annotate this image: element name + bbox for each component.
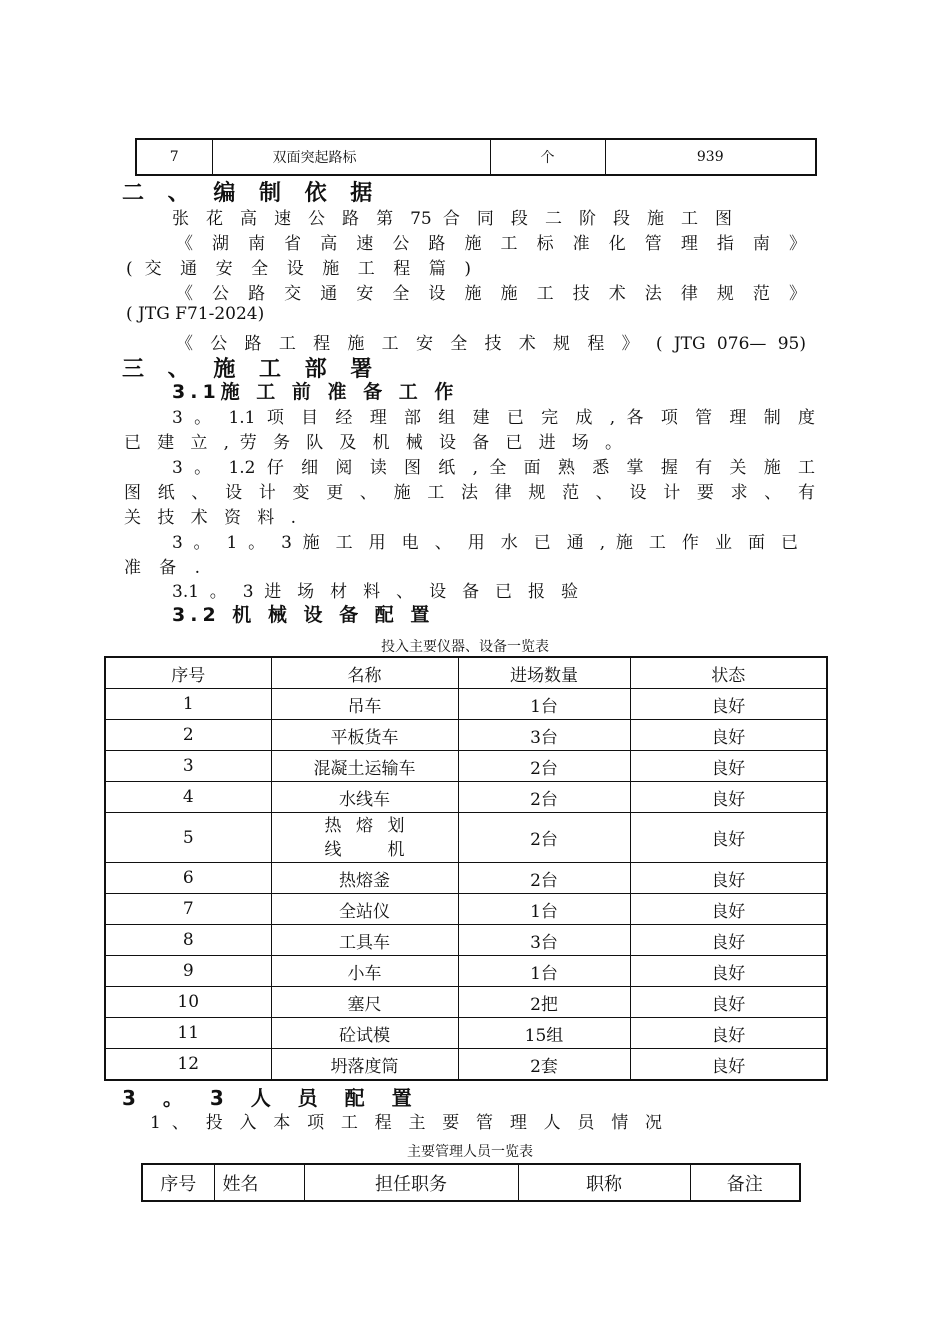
table-cell: 良好 [630,987,827,1018]
table-row [105,689,827,720]
section-3-3-heading: 3 。 3 人 员 配 置 [122,1086,422,1110]
table-row [136,139,816,175]
table-cell: 良好 [630,1049,827,1081]
table-cell: 1台 [458,956,630,987]
section-3-heading: 三 、 施 工 部 署 [122,357,381,382]
section-2-heading: 二 、 编 制 依 据 [122,181,381,206]
table-cell: 1台 [458,689,630,720]
table-row [105,925,827,956]
table-cell: 11 [105,1018,271,1049]
table-cell: 混凝土运输车 [271,751,458,782]
table-cell: 良好 [630,1018,827,1049]
prep-line-3: 3 。 1.2 仔 细 阅 读 图 纸 , 全 面 熟 悉 掌 握 有 关 施 工 [172,458,815,478]
table-cell: 3台 [458,720,630,751]
prep-line-6: 3 。 1 。 3 施 工 用 电 、 用 水 已 通 , 施 工 作 业 面 已 [172,533,798,553]
column-header: 名称 [271,657,458,689]
column-header: 状态 [630,657,827,689]
table-cell: 砼试模 [271,1018,458,1049]
table-cell: 8 [105,925,271,956]
table-cell: 4 [105,782,271,813]
table-cell: 1台 [458,894,630,925]
table-cell: 2台 [458,751,630,782]
subsection-3-1-heading: 3.1施 工 前 准 备 工 作 [172,381,459,403]
table-cell: 良好 [630,751,827,782]
table-cell: 12 [105,1049,271,1081]
table-cell: 吊车 [271,689,458,720]
column-header: 姓名 [214,1164,304,1201]
table-row [105,720,827,751]
table-cell: 良好 [630,813,827,863]
column-header: 序号 [142,1164,214,1201]
basis-line-2: 《 湖 南 省 高 速 公 路 施 工 标 准 化 管 理 指 南 》 [176,234,806,254]
table-cell: 2台 [458,813,630,863]
table-cell: 15组 [458,1018,630,1049]
staff-table [141,1163,801,1202]
table-cell: 939 [605,139,816,175]
table-cell: 良好 [630,925,827,956]
table-row [105,987,827,1018]
basis-line-5: ( JTG F71-2024) [126,304,265,324]
table-cell: 良好 [630,956,827,987]
table-cell: 坍落度筒 [271,1049,458,1081]
prep-line-7: 准 备 . [124,558,200,578]
prep-line-8: 3.1 。 3 进 场 材 料 、 设 备 已 报 验 [172,582,578,602]
table-cell: 小车 [271,956,458,987]
subsection-3-2-heading: 3.2 机 械 设 备 配 置 [172,604,435,626]
table-cell: 个 [490,139,605,175]
table-row [105,1049,827,1081]
staff-table-caption: 主要管理人员一览表 [407,1144,533,1160]
table-row [105,782,827,813]
table-cell: 全站仪 [271,894,458,925]
road-marker-table [135,138,817,176]
column-header: 序号 [105,657,271,689]
equipment-table-caption: 投入主要仪器、设备一览表 [381,639,549,655]
column-header: 备注 [690,1164,800,1201]
prep-line-4: 图 纸 、 设 计 变 更 、 施 工 法 律 规 范 、 设 计 要 求 、 有 [124,483,815,503]
table-cell: 2台 [458,782,630,813]
table-cell: 7 [136,139,212,175]
table-row [105,956,827,987]
table-cell: 双面突起路标 [212,139,490,175]
table-cell: 平板货车 [271,720,458,751]
table-row [105,863,827,894]
table-cell: 9 [105,956,271,987]
table-row [105,1018,827,1049]
table-cell: 水线车 [271,782,458,813]
table-cell: 6 [105,863,271,894]
table-cell: 良好 [630,782,827,813]
table-row [105,894,827,925]
table-cell: 热熔釜 [271,863,458,894]
column-header: 进场数量 [458,657,630,689]
table-cell: 1 [105,689,271,720]
basis-line-4: 《 公 路 交 通 安 全 设 施 施 工 技 术 法 律 规 范 》 [176,284,806,304]
table-row [105,751,827,782]
table-cell: 2把 [458,987,630,1018]
table-cell: 良好 [630,720,827,751]
basis-line-6: 《 公 路 工 程 施 工 安 全 技 术 规 程 》 ( JTG 076— 95) [176,334,806,354]
table-cell: 2台 [458,863,630,894]
table-header-row [105,657,827,689]
table-cell: 3 [105,751,271,782]
staff-intro-line: 1 、 投 入 本 项 工 程 主 要 管 理 人 员 情 况 [150,1113,662,1133]
table-cell: 3台 [458,925,630,956]
table-header-row [142,1164,800,1201]
column-header: 担任职务 [304,1164,518,1201]
prep-line-1: 3 。 1.1 项 目 经 理 部 组 建 已 完 成 , 各 项 管 理 制 度 [172,408,815,428]
table-cell: 良好 [630,894,827,925]
table-row [105,813,827,863]
prep-line-5: 关 技 术 资 料 . [124,508,296,528]
table-cell: 10 [105,987,271,1018]
basis-line-1: 张 花 高 速 公 路 第 75 合 同 段 二 阶 段 施 工 图 [172,209,732,229]
table-cell: 5 [105,813,271,863]
equipment-table [104,656,828,1081]
basis-line-3: ( 交 通 安 全 设 施 工 程 篇 ) [126,259,471,279]
wrapped-name: 热 熔 划 线 机 [324,815,405,860]
table-cell [271,813,458,863]
table-cell: 良好 [630,863,827,894]
table-cell: 工具车 [271,925,458,956]
column-header: 职称 [518,1164,690,1201]
prep-line-2: 已 建 立 , 劳 务 队 及 机 械 设 备 已 进 场 。 [124,433,622,453]
table-cell: 塞尺 [271,987,458,1018]
table-cell: 7 [105,894,271,925]
table-cell: 2套 [458,1049,630,1081]
table-cell: 良好 [630,689,827,720]
table-cell: 2 [105,720,271,751]
